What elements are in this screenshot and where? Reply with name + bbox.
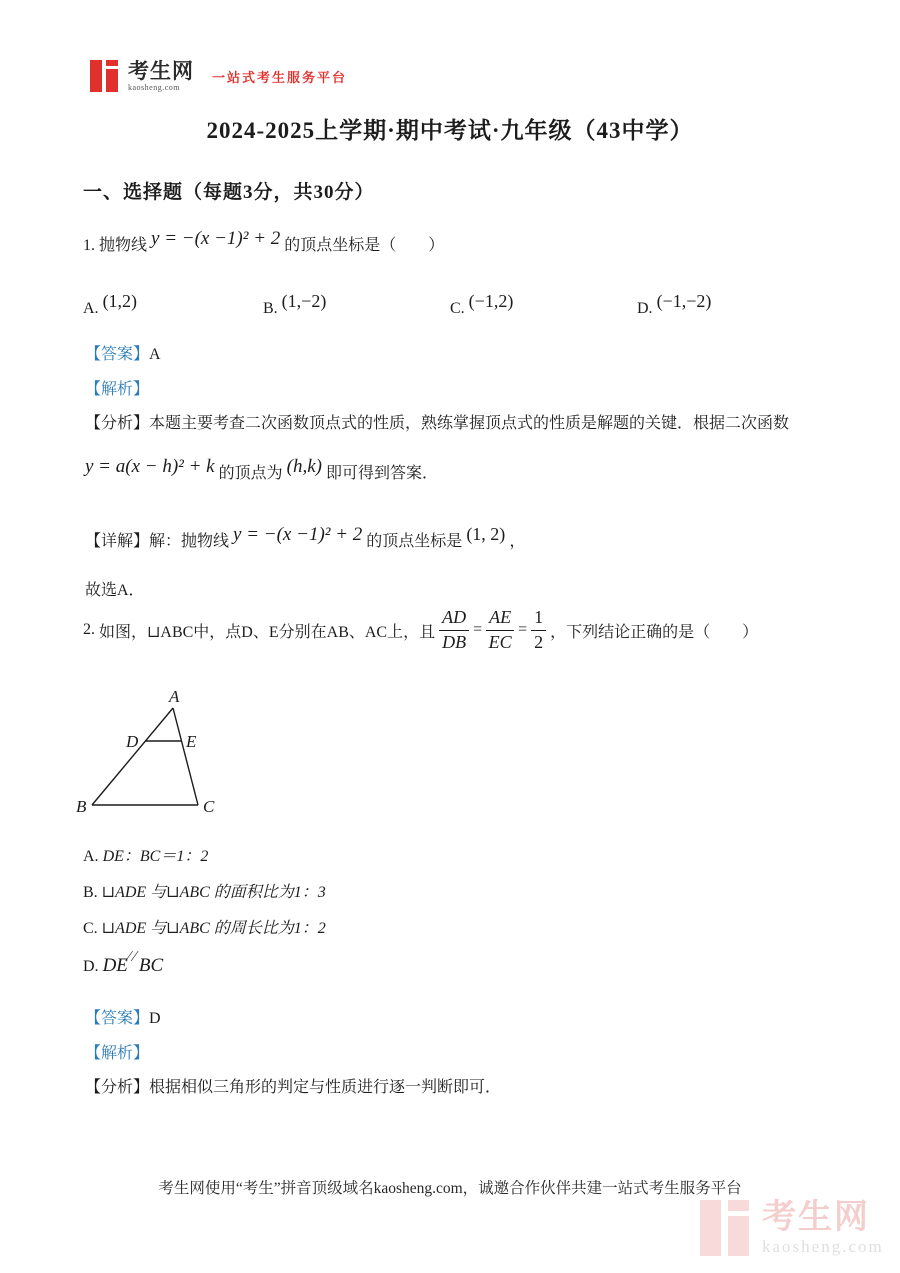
q1-stem-post: 的顶点坐标是（ ） xyxy=(284,237,445,254)
q1-stem xyxy=(83,228,445,256)
q1-stem-pre: 抛物线 xyxy=(99,237,148,254)
q1-number: 1. xyxy=(83,237,95,254)
q1-option-a: A. (1,2) xyxy=(83,291,138,317)
watermark-name: 考生网 xyxy=(762,1199,870,1236)
q2-option-b: B. ⊔ADE 与⊔ABC 的面积比为1：3 xyxy=(83,884,326,901)
figure-label-c: C xyxy=(203,797,215,816)
q1-answer: A xyxy=(149,346,161,363)
q2-fraction-1-2: $\frac{1}{2}$ xyxy=(531,608,546,653)
q1-detail-comma: ， xyxy=(509,533,526,550)
q2-stem xyxy=(83,608,758,653)
q2-number: 2. xyxy=(83,621,95,639)
figure-label-d: D xyxy=(126,732,139,751)
brand-logo xyxy=(90,60,347,92)
q1-detail-pre: 解：抛物线 xyxy=(149,533,230,550)
q2-fraction-ad-db: $\frac{AD}{DB}$ xyxy=(439,608,469,653)
triangle-figure xyxy=(70,684,320,824)
q2-fenxi-line xyxy=(85,1076,870,1100)
q1-option-c: C. (−1,2) xyxy=(450,291,514,317)
q1-fenxi-formula-line xyxy=(85,456,438,484)
watermark-domain: kaosheng.com xyxy=(762,1237,884,1256)
fenxi-label: 【分析】 xyxy=(85,415,150,432)
q1-fenxi-mid: 的顶点为 xyxy=(218,465,283,482)
q1-option-d: D. (−1,−2) xyxy=(637,291,712,317)
answer-label: 【答案】 xyxy=(85,1010,150,1027)
fenxi-label: 【分析】 xyxy=(85,1079,150,1096)
footer-text: 考生网使用“考生”拼音顶级域名kaosheng.com，诚邀合作伙伴共建一站式考生服务平台 xyxy=(158,1180,742,1197)
q1-detail-mid: 的顶点坐标是 xyxy=(366,533,463,550)
figure-label-b: B xyxy=(76,797,87,816)
q1-answer-line xyxy=(85,341,161,364)
q1-jiexi-label: 【解析】 xyxy=(85,381,150,398)
q2-option-c: C. ⊔ADE 与⊔ABC 的周长比为1：2 xyxy=(83,920,326,937)
q2-stem-post: ，下列结论正确的是（ ） xyxy=(550,623,759,641)
q2-answer-line xyxy=(85,1005,161,1028)
q2-option-a: A. DE：BC＝1：2 xyxy=(83,848,209,865)
watermark-logo xyxy=(700,1200,884,1256)
q1-option-b: B. (1,−2) xyxy=(263,291,327,317)
q2-fenxi-text: 根据相似三角形的判定与性质进行逐一判断即可． xyxy=(149,1079,502,1096)
page-title: 2024-2025上学期·期中考试·九年级（43中学） xyxy=(206,118,694,143)
q1-fenxi-line xyxy=(85,412,870,436)
q2-option-d: D. DE∕∕BC xyxy=(83,949,164,976)
q2-stem-pre: 如图，⊔ABC中，点D、E分别在AB、AC上，且 xyxy=(99,623,436,641)
q1-detail-vertex: (1, 2) xyxy=(466,524,506,544)
detail-label: 【详解】 xyxy=(85,533,150,550)
kaosheng-watermark-icon xyxy=(700,1200,752,1256)
answer-label: 【答案】 xyxy=(85,346,150,363)
q1-fenxi-formula: y = a(x − h)² + k xyxy=(85,456,215,477)
q2-jiexi-label: 【解析】 xyxy=(85,1045,150,1062)
figure-label-a: A xyxy=(169,687,180,706)
figure-label-e: E xyxy=(186,732,197,751)
brand-domain: kaosheng.com xyxy=(128,82,180,92)
brand-tagline: 一站式考生服务平台 xyxy=(212,69,348,85)
q1-detail-line xyxy=(85,524,526,552)
section-heading: 一、选择题（每题3分，共30分） xyxy=(83,182,375,203)
q1-detail-formula: y = −(x −1)² + 2 xyxy=(233,524,363,545)
equals-sign: = xyxy=(473,621,483,639)
q1-formula: y = −(x −1)² + 2 xyxy=(151,228,281,249)
equals-sign: = xyxy=(518,621,528,639)
q1-fenxi-vertex: (h,k) xyxy=(286,456,322,477)
q1-conclusion: 故选A． xyxy=(85,582,145,599)
q2-answer: D xyxy=(149,1010,161,1027)
parallel-symbol: ∕∕ xyxy=(127,949,139,965)
kaosheng-logo-icon xyxy=(90,60,120,92)
brand-name: 考生网 xyxy=(128,58,194,83)
q1-fenxi-end: 即可得到答案． xyxy=(325,465,438,482)
q1-fenxi-text: 本题主要考查二次函数顶点式的性质，熟练掌握顶点式的性质是解题的关键．根据二次函数 xyxy=(149,415,790,432)
q2-fraction-ae-ec: $\frac{AE}{EC}$ xyxy=(486,608,514,653)
